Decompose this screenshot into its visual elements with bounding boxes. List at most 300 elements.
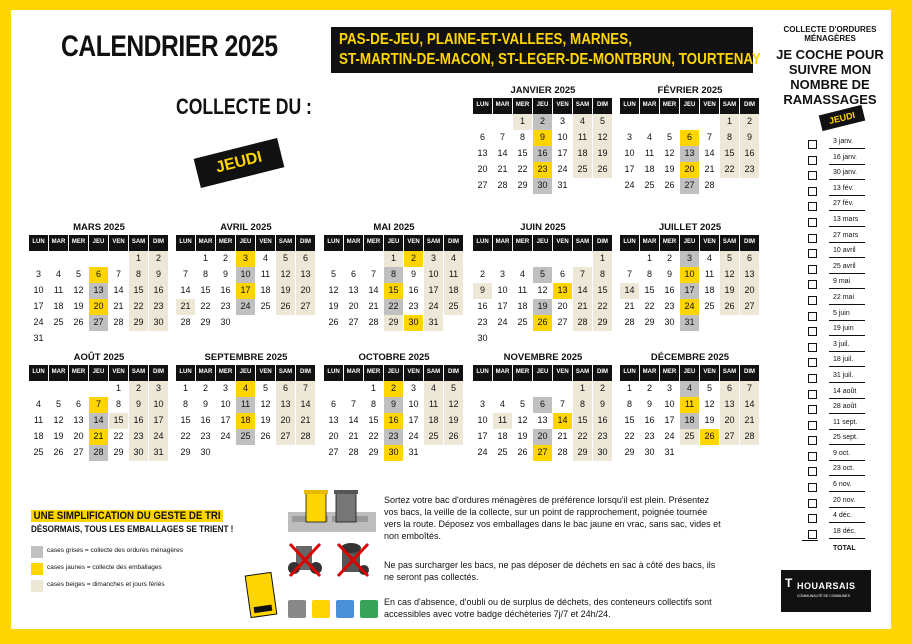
day-cell: 8: [573, 397, 592, 413]
checklist-date: 25 sept.: [833, 434, 858, 442]
day-cell: 25: [53, 317, 64, 327]
empty-cell: [176, 251, 195, 267]
day-cell: 8: [593, 267, 612, 283]
day-cell: 30: [129, 445, 148, 461]
day-cell: 1: [370, 383, 376, 393]
checklist-item: [805, 372, 875, 388]
day-cell: 29: [517, 180, 528, 190]
checkbox[interactable]: [808, 234, 817, 243]
logo-mark: T: [785, 576, 793, 590]
day-cell: 2: [129, 381, 148, 397]
day-cell: 16: [477, 301, 488, 311]
day-cell: 17: [408, 415, 419, 425]
day-cell: 9: [473, 283, 492, 299]
info-paragraph-3: En cas d'absence, d'oubli ou de surplus de déchets, des conteneurs collectifs sont accessibles avec votre badge déchèteries 7j/7 et 24h/24.: [384, 597, 712, 619]
day-cell: 6: [559, 269, 565, 279]
checkbox[interactable]: [808, 358, 817, 367]
day-cell: 20: [73, 431, 84, 441]
checkbox[interactable]: [808, 312, 817, 321]
empty-cell: [364, 251, 383, 267]
weekday-header: LUN: [620, 235, 639, 251]
day-cell: 16: [129, 413, 148, 429]
checkbox[interactable]: [808, 390, 817, 399]
checklist-date: 13 mars: [833, 215, 859, 223]
day-cell: 17: [624, 164, 635, 174]
month-name: AOÛT 2025: [73, 352, 125, 363]
day-cell: 7: [182, 269, 188, 279]
checkbox[interactable]: [808, 249, 817, 258]
day-cell: 25: [680, 429, 699, 445]
day-cell: 19: [517, 431, 528, 441]
weekday-header: MER: [660, 98, 679, 114]
day-cell: 12: [73, 285, 84, 295]
day-cell: 25: [644, 180, 655, 190]
empty-cell: [109, 251, 128, 267]
empty-cell: [640, 114, 659, 130]
day-cell: 21: [624, 301, 635, 311]
checklist-date: 14 août: [833, 387, 857, 395]
month-calendar: [620, 351, 760, 461]
day-cell: 13: [537, 415, 548, 425]
day-cell: 14: [296, 397, 315, 413]
day-cell: 11: [444, 267, 463, 283]
checklist-date: 16 janv.: [833, 153, 857, 161]
tracking-checklist: [805, 138, 875, 543]
weekday-header: MAR: [493, 98, 512, 114]
day-cell: 9: [593, 397, 612, 413]
checkbox[interactable]: [808, 421, 817, 430]
day-cell: 2: [479, 269, 485, 279]
day-cell: 5: [706, 383, 712, 393]
day-cell: 18: [573, 146, 592, 162]
weekday-header: DIM: [149, 235, 168, 251]
weekday-header: SAM: [424, 365, 443, 381]
checkbox[interactable]: [808, 467, 817, 476]
day-cell: 22: [129, 299, 148, 315]
month-calendar: [473, 351, 613, 461]
day-cell: 23: [408, 301, 419, 311]
day-cell: 16: [384, 413, 403, 429]
weekday-header: MAR: [493, 235, 512, 251]
day-cell: 28: [497, 180, 508, 190]
checklist-underline: [829, 538, 865, 539]
day-cell: 8: [202, 269, 208, 279]
weekday-header: DIM: [740, 98, 759, 114]
day-cell: 18: [260, 285, 271, 295]
day-cell: 7: [115, 269, 121, 279]
month-calendar: [29, 351, 169, 461]
weekday-header: VEN: [553, 365, 572, 381]
checkbox[interactable]: [808, 436, 817, 445]
checkbox[interactable]: [808, 405, 817, 414]
day-cell: 25: [497, 447, 508, 457]
checkbox[interactable]: [808, 483, 817, 492]
checklist-item: [805, 388, 875, 404]
weekday-header: LUN: [473, 98, 492, 114]
weekday-header: VEN: [700, 235, 719, 251]
day-cell: 12: [444, 397, 463, 413]
checkbox[interactable]: [808, 171, 817, 180]
day-cell: 16: [200, 415, 211, 425]
month-grid: [620, 235, 760, 331]
month-grid: [29, 365, 169, 461]
checklist-date: 19 juin: [833, 325, 854, 333]
collecte-label: COLLECTE DU :: [176, 94, 312, 119]
month-name: JUIN 2025: [520, 222, 566, 233]
day-cell: 28: [348, 447, 359, 457]
day-cell: 12: [664, 148, 675, 158]
day-cell: 5: [276, 251, 295, 267]
weekday-header: SAM: [720, 365, 739, 381]
day-cell: 2: [646, 383, 652, 393]
day-cell: 11: [260, 269, 271, 279]
day-cell: 8: [129, 267, 148, 283]
day-cell: 25: [33, 447, 44, 457]
day-cell: 21: [573, 299, 592, 315]
weekday-header: JEU: [236, 365, 255, 381]
month-calendar: [176, 221, 316, 331]
empty-cell: [69, 251, 88, 267]
day-cell: 12: [593, 130, 612, 146]
day-cell: 13: [553, 283, 572, 299]
day-cell: 8: [115, 399, 121, 409]
day-cell: 12: [53, 415, 64, 425]
weekday-header: VEN: [700, 98, 719, 114]
weekday-header: JEU: [533, 235, 552, 251]
checklist-item: [805, 356, 875, 372]
weekday-header: VEN: [109, 235, 128, 251]
checklist-underline: [829, 320, 865, 321]
day-cell: 27: [348, 317, 359, 327]
day-cell: 5: [262, 383, 268, 393]
weekday-header: MAR: [640, 235, 659, 251]
day-cell: 17: [557, 148, 568, 158]
weekday-header: SAM: [424, 235, 443, 251]
checklist-date: 10 avril: [833, 247, 856, 255]
day-cell: 7: [499, 132, 505, 142]
day-cell: 27: [477, 180, 488, 190]
weekday-header: MAR: [640, 98, 659, 114]
collecte-day-tag: JEUDI: [194, 138, 285, 188]
checkbox[interactable]: [808, 514, 817, 523]
checkbox[interactable]: [808, 327, 817, 336]
checklist-underline: [829, 398, 865, 399]
day-cell: 29: [180, 447, 191, 457]
checklist-item: [805, 528, 875, 544]
day-cell: 4: [444, 251, 463, 267]
day-cell: 1: [593, 251, 612, 267]
checkbox[interactable]: [808, 374, 817, 383]
weekday-header: JEU: [89, 365, 108, 381]
legend-swatch-grey: [31, 546, 43, 558]
month-grid: [473, 365, 613, 461]
day-cell: 31: [149, 445, 168, 461]
empty-cell: [680, 114, 699, 130]
month-grid: [620, 98, 760, 194]
weekday-header: MAR: [493, 365, 512, 381]
tri-subtitle: DÉSORMAIS, TOUS LES EMBALLAGES SE TRIENT !: [31, 524, 234, 534]
empty-cell: [324, 251, 343, 267]
day-cell: 9: [129, 397, 148, 413]
checkbox[interactable]: [808, 218, 817, 227]
checklist-item: [805, 232, 875, 248]
month-name: JUILLET 2025: [658, 222, 722, 233]
day-cell: 28: [624, 317, 635, 327]
empty-cell: [344, 381, 363, 397]
day-cell: 19: [53, 431, 64, 441]
day-cell: 29: [113, 447, 124, 457]
weekday-header: MAR: [49, 235, 68, 251]
day-cell: 26: [328, 317, 339, 327]
checklist-item: [805, 294, 875, 310]
checkbox[interactable]: [808, 280, 817, 289]
day-cell: 22: [720, 162, 739, 178]
day-cell: 16: [408, 285, 419, 295]
empty-cell: [49, 381, 68, 397]
day-cell: 22: [180, 431, 191, 441]
tri-title: UNE SIMPLIFICATION DU GESTE DE TRI: [31, 510, 223, 522]
day-cell: 11: [704, 269, 715, 279]
day-cell: 30: [384, 445, 403, 461]
day-cell: 8: [626, 399, 632, 409]
day-cell: 11: [644, 148, 655, 158]
checklist-item: [805, 216, 875, 232]
weekday-header: JEU: [89, 235, 108, 251]
weekday-header: DIM: [740, 235, 759, 251]
day-cell: 15: [200, 285, 211, 295]
day-cell: 24: [33, 317, 44, 327]
weekday-header: SAM: [573, 98, 592, 114]
day-cell: 6: [479, 132, 485, 142]
collective-containers-icon: [288, 596, 378, 620]
day-cell: 31: [33, 333, 44, 343]
no-bags-icon: [288, 540, 322, 580]
day-cell: 29: [384, 315, 403, 331]
day-cell: 7: [370, 269, 376, 279]
month-calendar: [473, 84, 613, 194]
day-cell: 23: [200, 431, 211, 441]
day-cell: 30: [593, 445, 612, 461]
day-cell: 9: [384, 397, 403, 413]
checklist-underline: [829, 507, 865, 508]
weekday-header: JEU: [384, 235, 403, 251]
day-cell: 20: [533, 429, 552, 445]
day-cell: 12: [720, 267, 739, 283]
day-cell: 14: [553, 413, 572, 429]
day-cell: 4: [424, 381, 443, 397]
empty-cell: [620, 251, 639, 267]
weekday-header: SAM: [129, 365, 148, 381]
checklist-date: 5 juin: [833, 309, 850, 317]
day-cell: 31: [664, 447, 675, 457]
weekday-header: LUN: [620, 365, 639, 381]
checkbox[interactable]: [808, 530, 817, 539]
day-cell: 5: [519, 399, 525, 409]
weekday-header: JEU: [680, 235, 699, 251]
day-cell: 2: [404, 251, 423, 267]
checklist-item: [805, 185, 875, 201]
day-cell: 14: [497, 148, 508, 158]
day-cell: 17: [424, 283, 443, 299]
month-calendar: [620, 221, 760, 331]
day-cell: 25: [573, 162, 592, 178]
day-cell: 11: [236, 397, 255, 413]
day-cell: 17: [236, 283, 255, 299]
checklist-item: [805, 169, 875, 185]
day-cell: 15: [573, 413, 592, 429]
day-cell: 21: [296, 413, 315, 429]
day-cell: 19: [328, 301, 339, 311]
day-cell: 19: [593, 146, 612, 162]
checklist-item: [805, 263, 875, 279]
day-cell: 3: [236, 251, 255, 267]
day-cell: 21: [89, 429, 108, 445]
day-cell: 18: [644, 164, 655, 174]
day-cell: 10: [33, 285, 44, 295]
day-cell: 1: [182, 383, 188, 393]
checklist-underline: [829, 491, 865, 492]
legend-text-yellow: cases jaunes = collecte des emballages: [47, 564, 162, 571]
day-cell: 23: [129, 429, 148, 445]
checkbox[interactable]: [808, 499, 817, 508]
day-cell: 18: [424, 413, 443, 429]
weekday-header: MAR: [49, 365, 68, 381]
tracking-panel: [774, 25, 886, 107]
weekday-header: DIM: [296, 365, 315, 381]
checklist-date: 28 août: [833, 403, 857, 411]
day-cell: 23: [664, 301, 675, 311]
tracking-instructions: JE COCHE POUR SUIVRE MON NOMBRE DE RAMASSAGES: [776, 47, 884, 107]
day-cell: 16: [593, 413, 612, 429]
day-cell: 30: [533, 178, 552, 194]
month-calendar: [176, 351, 316, 461]
day-cell: 27: [276, 429, 295, 445]
checklist-item: [805, 247, 875, 263]
weekday-header: LUN: [29, 365, 48, 381]
checklist-date: 3 janv.: [833, 138, 854, 145]
weekday-header: SAM: [276, 365, 295, 381]
day-cell: 2: [533, 114, 552, 130]
empty-cell: [473, 114, 492, 130]
day-cell: 22: [200, 301, 211, 311]
tracking-heading: COLLECTE D'ORDURES MÉNAGÈRES: [783, 25, 877, 43]
checklist-item: [805, 325, 875, 341]
checklist-underline: [829, 257, 865, 258]
day-cell: 4: [573, 114, 592, 130]
weekday-header: MER: [216, 365, 235, 381]
checklist-underline: [829, 429, 865, 430]
weekday-header: LUN: [176, 235, 195, 251]
day-cell: 8: [519, 132, 525, 142]
weekday-header: VEN: [256, 365, 275, 381]
day-cell: 29: [129, 315, 148, 331]
checkbox[interactable]: [808, 452, 817, 461]
checklist-underline: [829, 179, 865, 180]
day-cell: 5: [75, 269, 81, 279]
day-cell: 25: [517, 317, 528, 327]
day-cell: 28: [704, 180, 715, 190]
day-cell: 8: [720, 130, 739, 146]
empty-cell: [89, 381, 108, 397]
month-calendar: [29, 221, 169, 347]
checkbox[interactable]: [808, 187, 817, 196]
day-cell: 20: [276, 413, 295, 429]
day-cell: 25: [260, 301, 271, 311]
weekday-header: MER: [513, 235, 532, 251]
day-cell: 26: [276, 299, 295, 315]
checklist-item: [805, 310, 875, 326]
weekday-header: DIM: [444, 235, 463, 251]
day-cell: 4: [262, 253, 268, 263]
weekday-header: VEN: [553, 98, 572, 114]
day-cell: 23: [384, 429, 403, 445]
day-cell: 3: [666, 383, 672, 393]
day-cell: 3: [559, 116, 565, 126]
checkbox[interactable]: [808, 343, 817, 352]
month-grid: [324, 365, 464, 461]
day-cell: 6: [740, 251, 759, 267]
day-cell: 28: [180, 317, 191, 327]
checklist-underline: [829, 210, 865, 211]
weekday-header: SAM: [129, 235, 148, 251]
day-cell: 27: [533, 445, 552, 461]
day-cell: 26: [593, 162, 612, 178]
day-cell: 9: [533, 130, 552, 146]
day-cell: 20: [740, 283, 759, 299]
checkbox[interactable]: [808, 296, 817, 305]
empty-cell: [513, 251, 532, 267]
day-cell: 30: [664, 317, 675, 327]
checklist-date: 31 juil.: [833, 371, 854, 379]
total-label: TOTAL: [833, 545, 856, 552]
day-cell: 5: [666, 132, 672, 142]
day-cell: 18: [53, 301, 64, 311]
weekday-header: DIM: [740, 365, 759, 381]
day-cell: 26: [517, 447, 528, 457]
empty-cell: [493, 381, 512, 397]
checklist-underline: [829, 304, 865, 305]
day-cell: 6: [330, 399, 336, 409]
day-cell: 4: [519, 269, 525, 279]
checklist-date: 4 déc.: [833, 512, 853, 520]
day-cell: 29: [368, 447, 379, 457]
day-cell: 19: [73, 301, 84, 311]
day-cell: 19: [276, 283, 295, 299]
thouarsais-logo: [781, 570, 871, 612]
empty-cell: [493, 114, 512, 130]
day-cell: 25: [424, 429, 443, 445]
checklist-date: 22 mai: [833, 293, 855, 301]
checklist-date: 3 juil.: [833, 340, 850, 348]
checkbox[interactable]: [808, 202, 817, 211]
month-grid: [620, 365, 760, 461]
day-cell: 10: [497, 285, 508, 295]
day-cell: 7: [350, 399, 356, 409]
checkbox[interactable]: [808, 140, 817, 149]
day-cell: 22: [113, 431, 124, 441]
day-cell: 14: [573, 283, 592, 299]
checklist-item: [805, 419, 875, 435]
day-cell: 19: [533, 299, 552, 315]
checkbox[interactable]: [808, 265, 817, 274]
checkbox[interactable]: [808, 156, 817, 165]
checklist-date: 18 déc.: [833, 527, 856, 535]
day-cell: 15: [129, 283, 148, 299]
day-cell: 13: [680, 146, 699, 162]
day-cell: 22: [368, 431, 379, 441]
day-cell: 6: [350, 269, 356, 279]
day-cell: 14: [113, 285, 124, 295]
